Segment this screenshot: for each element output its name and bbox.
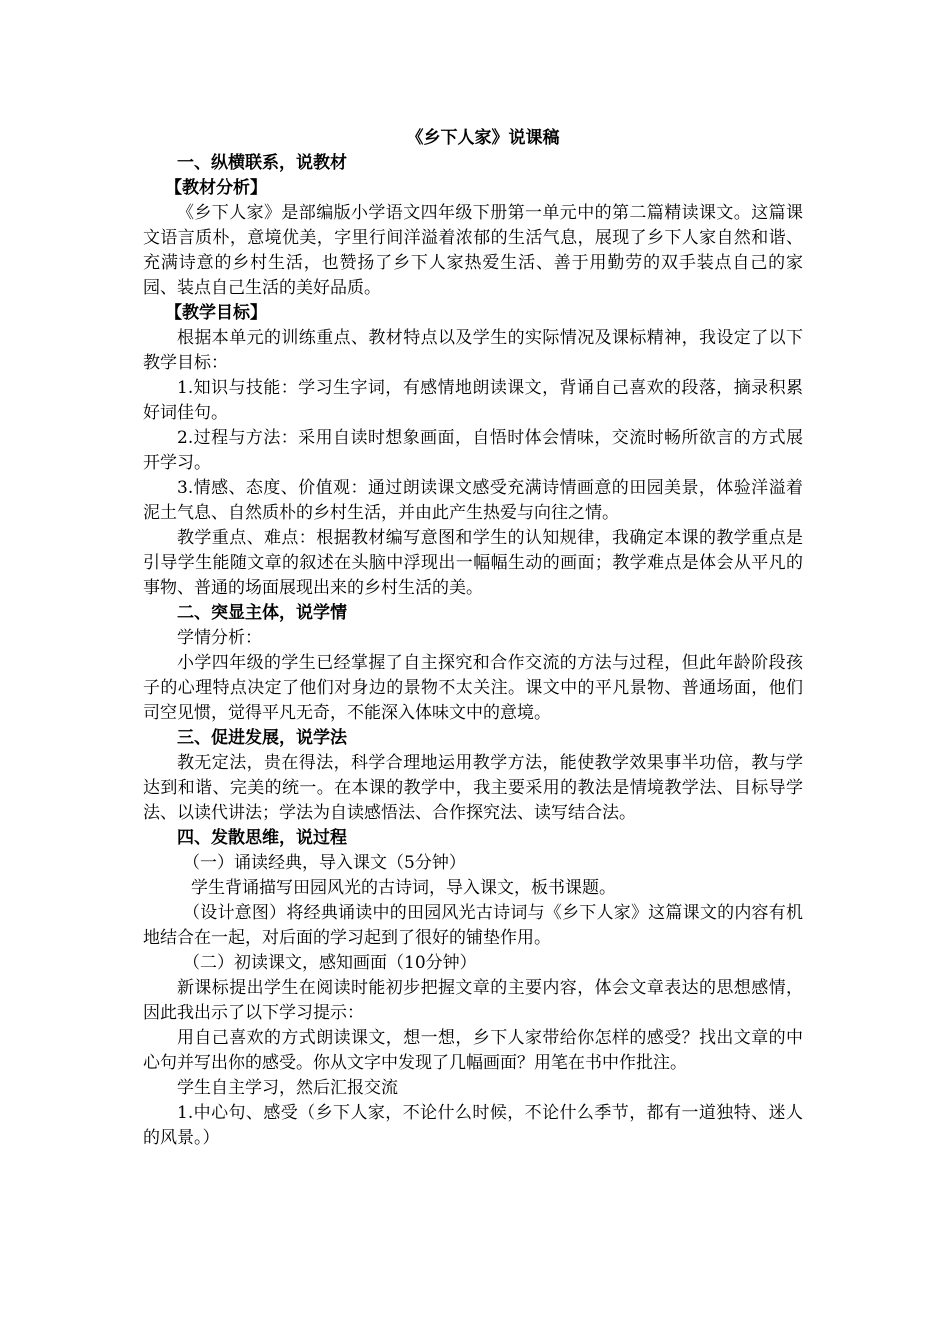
paragraph: 小学四年级的学生已经掌握了自主探究和合作交流的方法与过程，但此年龄阶段孩子的心理特点决定了他们对身边的景物不太关注。课文中的平凡景物、普通场面，他们司空见惯，觉得平凡无奇，不能深入体味文中的意境。 — [143, 653, 803, 723]
paragraph: （一）诵读经典，导入课文（5分钟） — [183, 853, 466, 873]
paragraph: 2.过程与方法：采用自读时想象画面，自悟时体会情味，交流时畅所欲言的方式展开学习。 — [143, 428, 803, 473]
section-heading: 三、促进发展，说学法 — [177, 728, 347, 748]
document-content — [143, 126, 803, 1151]
paragraph: 新课标提出学生在阅读时能初步把握文章的主要内容，体会文章表达的思想感情，因此我出示了以下学习提示： — [143, 978, 803, 1023]
paragraph: （二）初读课文，感知画面（10分钟） — [183, 953, 477, 973]
paragraph: （设计意图）将经典诵读中的田园风光古诗词与《乡下人家》这篇课文的内容有机地结合在一起，对后面的学习起到了很好的铺垫作用。 — [143, 903, 803, 948]
paragraph: 学情分析： — [177, 628, 262, 648]
paragraph: 学生自主学习，然后汇报交流 — [177, 1078, 398, 1098]
paragraph: 1.知识与技能：学习生字词，有感情地朗读课文，背诵自己喜欢的段落，摘录积累好词佳句。 — [143, 378, 803, 423]
paragraph: 根据本单元的训练重点、教材特点以及学生的实际情况及课标精神，我设定了以下教学目标： — [143, 328, 803, 373]
paragraph: 1.中心句、感受（乡下人家，不论什么时候，不论什么季节，都有一道独特、迷人的风景。） — [143, 1103, 803, 1148]
paragraph: 学生背诵描写田园风光的古诗词，导入课文，板书课题。 — [191, 878, 616, 898]
document-title: 《乡下人家》说课稿 — [406, 128, 560, 148]
paragraph: 用自己喜欢的方式朗读课文，想一想，乡下人家带给你怎样的感受？找出文章的中心句并写出你的感受。你从文字中发现了几幅画面？用笔在书中作批注。 — [143, 1028, 803, 1073]
section-heading: 二、突显主体，说学情 — [177, 603, 347, 623]
subsection-heading: 【教学目标】 — [165, 303, 267, 323]
paragraph: 教无定法，贵在得法，科学合理地运用教学方法，能使教学效果事半功倍，教与学达到和谐、完美的统一。在本课的教学中，我主要采用的教法是情境教学法、目标导学法、以读代讲法；学法为自读感悟法、合作探究法、读写结合法。 — [143, 753, 803, 823]
section-heading: 四、发散思维，说过程 — [177, 828, 347, 848]
paragraph: 3.情感、态度、价值观：通过朗读课文感受充满诗情画意的田园美景，体验洋溢着泥土气息、自然质朴的乡村生活，并由此产生热爱与向往之情。 — [143, 478, 803, 523]
subsection-heading: 【教材分析】 — [165, 178, 267, 198]
section-heading: 一、纵横联系，说教材 — [177, 153, 347, 173]
paragraph: 教学重点、难点：根据教材编写意图和学生的认知规律，我确定本课的教学重点是引导学生能随文章的叙述在头脑中浮现出一幅幅生动的画面；教学难点是体会从平凡的事物、普通的场面展现出来的乡村生活的美。 — [143, 528, 803, 598]
paragraph: 《乡下人家》是部编版小学语文四年级下册第一单元中的第二篇精读课文。这篇课文语言质朴，意境优美，字里行间洋溢着浓郁的生活气息，展现了乡下人家自然和谐、充满诗意的乡村生活，也赞扬了乡下人家热爱生活、善于用勤劳的双手装点自己的家园、装点自己生活的美好品质。 — [143, 203, 803, 298]
